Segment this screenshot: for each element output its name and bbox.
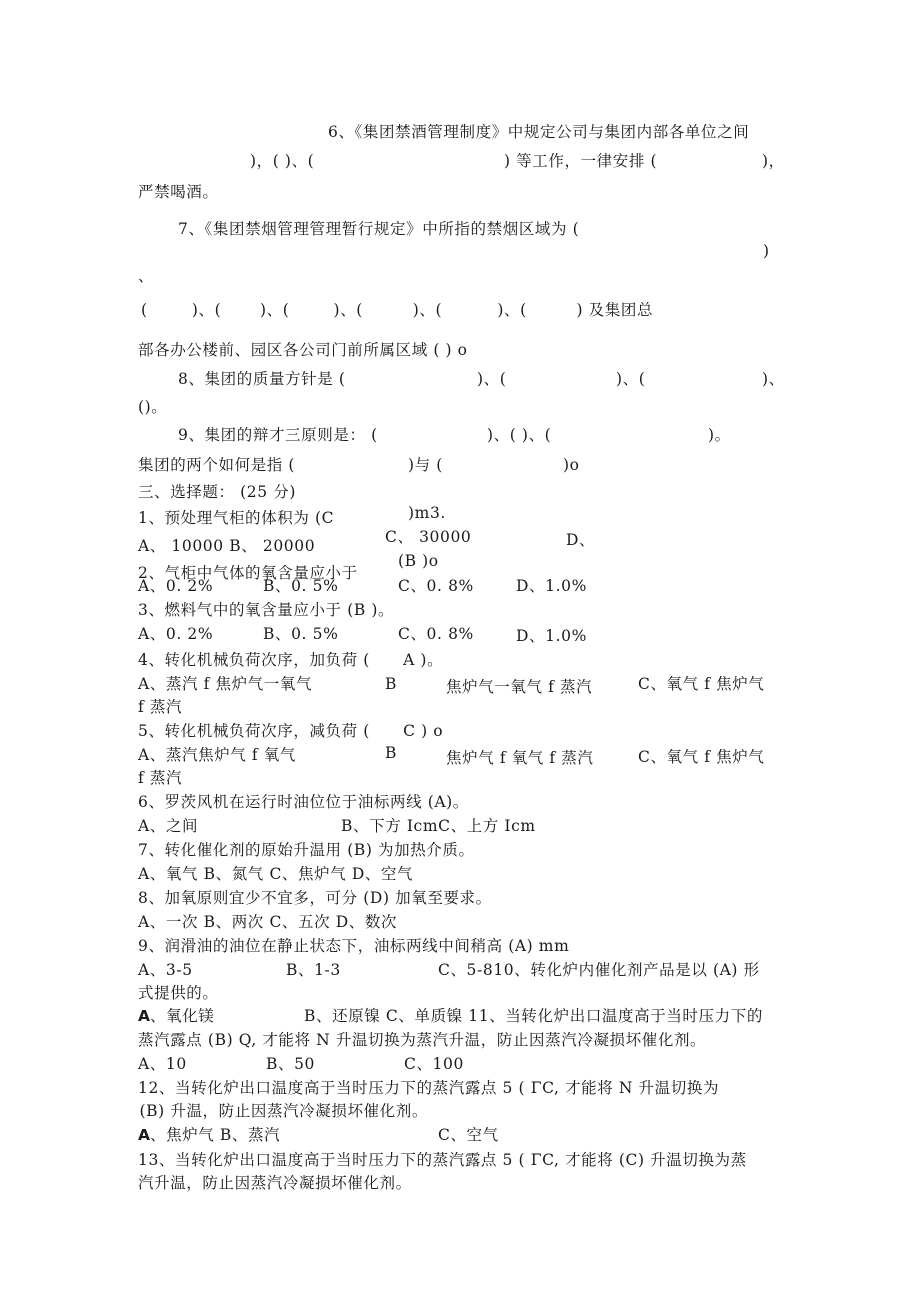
mc5-option-b: 焦炉气 f 氧气 f 蒸汽: [446, 749, 594, 767]
mc1-question-end: )m3.: [408, 504, 446, 522]
mc12-question: 12、当转化炉出口温度高于当时压力下的蒸汽露点 5 ( ΓC, 才能将 N 升温切换为: [138, 1079, 720, 1097]
q9-line1c: )。: [708, 426, 731, 444]
mc3-question: 3、燃料气中的氧含量应小于 (B )。: [138, 601, 395, 619]
q7-line4: ( )、( )、( )、( )、( )、( ) 及集团总: [141, 301, 654, 319]
mc3-option-d: D、1.0%: [516, 627, 587, 645]
q8-line1a: 8、集团的质量方针是 (: [178, 370, 346, 388]
mc11-option-a: A、10: [138, 1055, 187, 1073]
q6-line2a: )，( )、(: [250, 152, 315, 170]
mc9-question: 9、润滑油的油位在静止状态下，油标两线中间稍高 (A) mm: [138, 937, 570, 955]
mc12-option-c: C、空气: [438, 1126, 499, 1144]
mc4-option-c: C、氧气 f 焦炉气: [638, 675, 765, 693]
q9-line2c: )o: [563, 456, 580, 474]
q8-line1b: )、(: [477, 370, 507, 388]
mc2-option-a: A、0. 2%: [138, 577, 214, 595]
mc5-question: 5、转化机械负荷次序，减负荷 ( C ) o: [138, 722, 444, 740]
mc11-option-b: B、50: [266, 1055, 316, 1073]
mc10-option-a-letter: A: [138, 1007, 151, 1025]
mc5-option-c: C、氧气 f 焦炉气: [638, 748, 765, 766]
mc7-options: A、氧气 B、氮气 C、焦炉气 D、空气: [138, 865, 414, 883]
section-heading: 三、选择题： (25 分): [138, 483, 296, 501]
mc5-option-c-cont: f 蒸汽: [138, 769, 183, 787]
mc12-option-a: 、焦炉气 B、蒸汽: [150, 1126, 281, 1144]
mc3-option-a: A、0. 2%: [138, 625, 214, 643]
q9-line2a: 集团的两个如何是指 (: [138, 456, 296, 474]
mc8-options: A、一次 B、两次 C、五次 D、数次: [138, 913, 398, 931]
mc3-option-b: B、0. 5%: [263, 625, 339, 643]
mc2-option-b: B、0. 5%: [263, 577, 339, 595]
q7-line3: 、: [138, 267, 155, 285]
mc6-question: 6、罗茨风机在运行时油位位于油标两线 (A)。: [138, 793, 469, 811]
mc2-option-d: D、1.0%: [516, 577, 587, 595]
q6-line1: 6、《集团禁酒管理制度》中规定公司与集团内部各单位之间: [328, 123, 750, 141]
mc3-option-c: C、0. 8%: [398, 625, 474, 643]
q6-line2b: ) 等工作，一律安排 (: [504, 152, 658, 170]
q7-line2: ): [763, 242, 770, 260]
mc4-question: 4、转化机械负荷次序，加负荷 ( A )。: [138, 651, 444, 669]
mc1-option-d: D、: [566, 531, 596, 549]
mc12-option-a-letter: A: [138, 1126, 151, 1144]
mc10-question-cont: 式提供的。: [138, 984, 219, 1002]
mc5-option-b-letter: B: [385, 744, 397, 762]
mc13-question: 13、当转化炉出口温度高于当时压力下的蒸汽露点 5 ( ΓC, 才能将 (C) 升温切换为蒸: [138, 1151, 747, 1169]
q9-line1a: 9、集团的辩才三原则是： (: [178, 426, 378, 444]
q6-line2c: )，: [762, 152, 785, 170]
mc4-option-a: A、蒸汽 f 焦炉气一氧气: [138, 675, 313, 693]
mc9-option-b: B、1-3: [286, 961, 341, 979]
mc13-question-cont: 汽升温，防止因蒸汽冷凝损坏催化剂。: [138, 1174, 412, 1192]
mc4-option-b-letter: B: [385, 675, 397, 693]
q8-line2: ()。: [138, 398, 168, 416]
q7-line5: 部各办公楼前、园区各公司门前所属区域 ( ) o: [138, 341, 468, 359]
mc8-question: 8、加氧原则宜少不宜多，可分 (D) 加氧至要求。: [138, 889, 492, 907]
mc9-option-c: C、5-810、转化炉内催化剂产品是以 (A) 形: [438, 961, 760, 979]
mc6-option-a: A、之间: [138, 817, 199, 835]
q8-line1c: )、(: [616, 370, 646, 388]
mc10-option-b: B、还原镍 C、单质镍 11、当转化炉出口温度高于当时压力下的: [304, 1007, 763, 1025]
mc7-question: 7、转化催化剂的原始升温用 (B) 为加热介质。: [138, 841, 475, 859]
q8-line1d: )、: [762, 370, 785, 388]
q6-line3: 严禁喝酒。: [138, 183, 219, 201]
mc11-question-cont: 蒸汽露点 (B) Q, 才能将 N 升温切换为蒸汽升温，防止因蒸汽冷凝损坏催化剂。: [138, 1031, 707, 1049]
mc5-option-a: A、蒸汽焦炉气 f 氧气: [138, 746, 296, 764]
q9-line1b: )、( )、(: [487, 426, 552, 444]
mc10-option-a: 、氧化镁: [150, 1007, 215, 1025]
mc11-option-c: C、100: [404, 1055, 464, 1073]
q7-line1: 7、《集团禁烟管理管理暂行规定》中所指的禁烟区域为 (: [178, 220, 580, 238]
q9-line2b: )与 (: [408, 456, 443, 474]
mc2-question-clipped: 2、气柜中气体的氧含量应小于: [138, 564, 358, 582]
mc1-question: 1、预处理气柜的体积为 (C: [138, 509, 335, 527]
mc4-option-b: 焦炉气一氧气 f 蒸汽: [446, 678, 593, 696]
mc1-option-c: C、 30000: [385, 528, 472, 546]
mc12-question-cont: (B) 升温，防止因蒸汽冷凝损坏催化剂。: [134, 1102, 428, 1120]
mc4-option-c-cont: f 蒸汽: [138, 698, 183, 716]
mc1-options-ab: A、 10000 B、 20000: [138, 537, 316, 555]
mc2-option-c: C、0. 8%: [398, 577, 474, 595]
mc9-option-a: A、3-5: [138, 961, 193, 979]
mc2-answer: (B )o: [398, 552, 439, 570]
mc6-option-b: B、下方 IcmC、上方 Icm: [341, 817, 536, 835]
